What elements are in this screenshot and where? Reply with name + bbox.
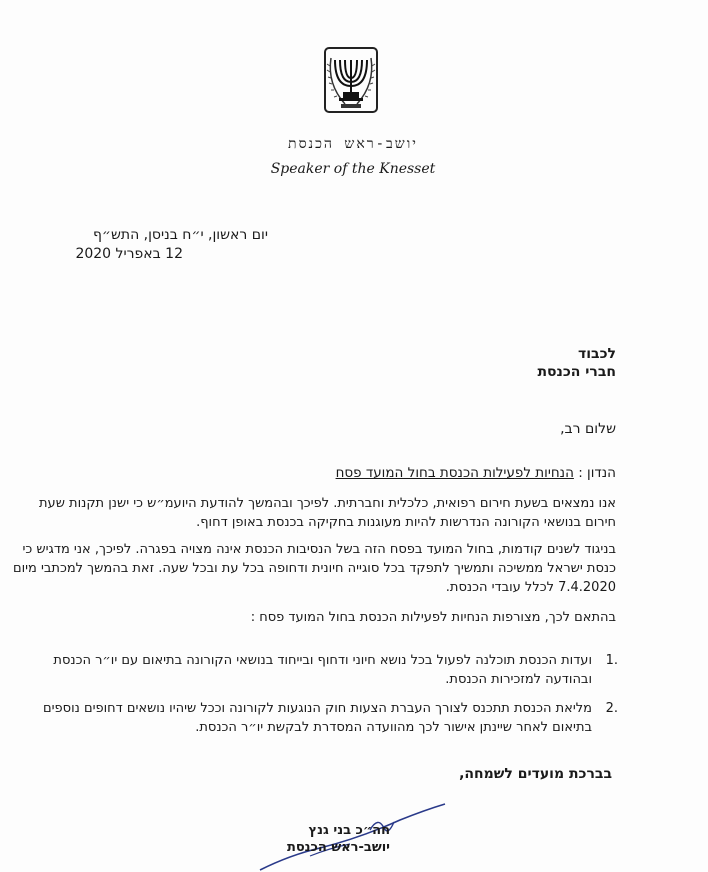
list-item-text: ועדות הכנסת תוכלנה לפעול בכל נושא חיוני ודחוף ובייחוד בנושאי הקורונה בתיאום עם יו״ר הכנסת ובהודעה למזכירות הכנסת.	[53, 653, 592, 687]
letterhead-title-english: Speaker of the Knesset	[270, 161, 436, 177]
list-item-text: מליאת הכנסת תתכנס לצורך העברת הצעות חוק הנוגעות לקורונה וככל שיהיו נושאים דחופים נוספים בתיאום לאחר שיינתן אישור לכך מהוועדה המסדרת לבקשת יו״ר הכנסת.	[42, 701, 592, 735]
intro-line: בהתאם לכך, מצורפות הנחיות לפעילות הכנסת בחול המועד פסח :	[250, 610, 616, 625]
letterhead-title-hebrew: יושב-ראש הכנסת	[288, 136, 418, 152]
date-hebrew: יום ראשון, י״ח בניסן, התש״ף	[92, 227, 268, 243]
subject-line	[336, 465, 616, 481]
paragraph-2: בניגוד לשנים קודמות, בחול המועד בפסח הזה בשל הנסיבות הכנסת אינה מצויה בפגרה. לפיכך, אני מדגיש כי כנסת ישראל ממשיכה ותמשיך לתפקד בכל סוגייה חיונית ודחופה בכל עת ובכל שעה. זאת בהמשך למכתבי מיום 7.4.2020 לכלל עובדי הכנסת.	[12, 542, 616, 595]
subject-label: הנדון :	[578, 465, 616, 481]
signatory-title: יושב-ראש הכנסת	[286, 840, 390, 855]
signatory-name: חה״כ בני גנץ	[308, 823, 390, 838]
list-item-number: 1.	[605, 653, 618, 668]
menorah-emblem-icon	[323, 46, 379, 114]
greeting: שלום רב,	[560, 421, 616, 437]
list-item	[6, 699, 616, 737]
list-item-number: 2.	[605, 701, 618, 716]
closing-line: בברכת מועדים לשמחה,	[459, 766, 612, 782]
list-item	[6, 651, 616, 689]
subject-text: הנחיות לפעילות הכנסת בחול המועד פסח	[335, 465, 574, 481]
paragraph-1: אנו נמצאים בשעת חירום רפואית, כלכלית וחברתית. לפיכך ובהמשך להודעת היועמ״ש כי ישנן תקנות שעת חירום בנושאי הקורונה הנדרשות להיות מעוגנות בחקיקה בכנסת באופן דחוף.	[39, 496, 616, 530]
date-gregorian: 12 באפריל 2020	[75, 246, 183, 262]
recipient-line-2: חברי הכנסת	[537, 364, 616, 380]
recipient-line-1: לכבוד	[578, 346, 616, 362]
